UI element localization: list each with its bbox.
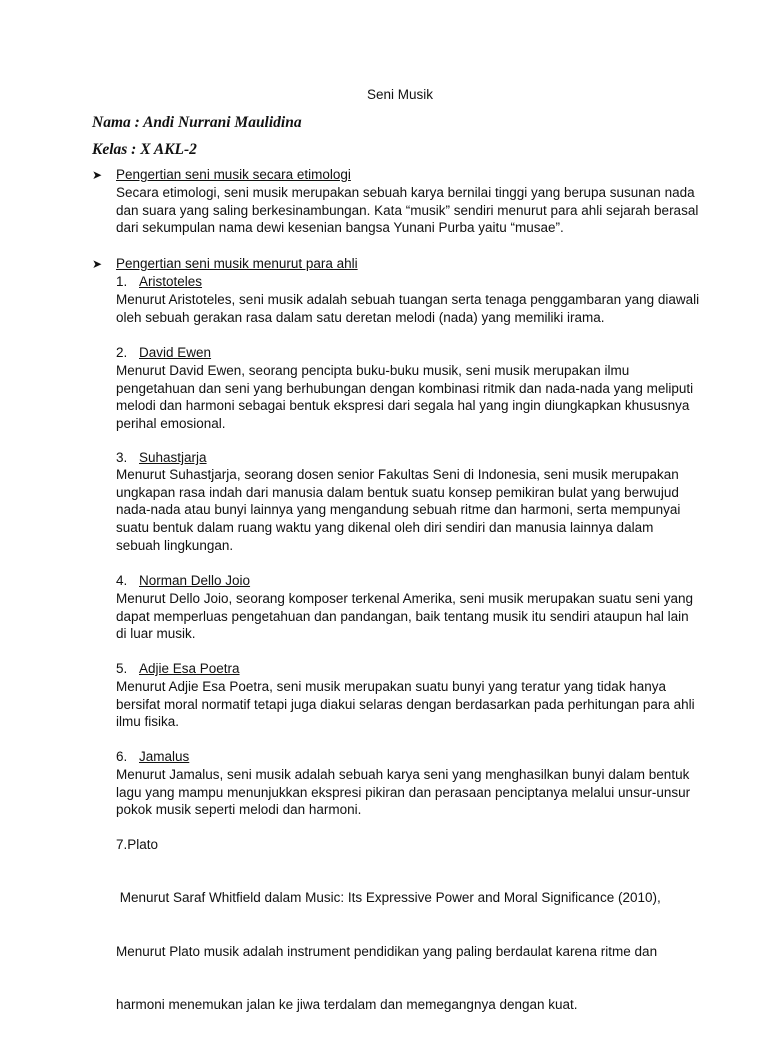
expert-paragraph-norman-dello-joio [116,590,694,643]
expert-name: 7.Plato [116,837,159,852]
paragraph-line: oleh sebuah gerakan rasa dalam satu deretan melodi (nada) yang memiliki irama. [116,309,605,325]
paragraph-line: suatu bentuk dalam ruang waktu yang dikenal oleh diri sendiri dan manusia lainnya dalam [116,520,654,536]
expert-paragraph-adjie-esa-poetra [116,678,695,731]
etymology-paragraph [116,184,699,237]
section-heading-text: Pengertian seni musik secara etimologi [116,167,351,182]
student-name: Nama : Andi Nurrani Maulidina [92,114,302,131]
paragraph-line: ilmu fisika. [116,714,180,730]
expert-item-adjie-esa-poetra [116,660,240,678]
expert-number: 5. [116,661,128,676]
expert-item-jamalus [116,748,189,766]
expert-name: Aristoteles [139,274,203,289]
expert-name: David Ewen [139,345,212,360]
paragraph-line: ungkapan rasa indah dari manusia dalam bentuk suatu konsep pemikiran bulat yang berwujud [116,484,679,500]
section-heading-text: Pengertian seni musik menurut para ahli [116,256,358,271]
expert-paragraph-plato [116,854,686,1049]
student-class: Kelas : X AKL-2 [92,141,197,158]
paragraph-line: pokok musik seperti melodi dan harmoni. [116,802,362,818]
paragraph-line: harmoni menemukan jalan ke jiwa terdalam dan memegangnya dengan kuat. [116,996,578,1012]
paragraph-line: perihal emosional. [116,416,226,432]
paragraph-line: Menurut Suhastjarja, seorang dosen senior Fakultas Seni di Indonesia, seni musik merupakan [116,467,679,482]
expert-name: Norman Dello Joio [139,573,251,588]
section-heading-etymology [92,166,351,184]
expert-number: 1. [116,274,128,289]
paragraph-line: Menurut Dello Joio, seorang komposer terkenal Amerika, seni musik merupakan suatu seni yang [116,591,694,606]
arrow-bullet-icon: ➤ [92,168,103,182]
expert-name: Adjie Esa Poetra [139,661,240,676]
paragraph-line: melodi dan harmoni sebagai bentuk ekspresi dari segala hal yang ingin diungkapkan khususnya [116,398,690,414]
paragraph-line: Menurut Aristoteles, seni musik adalah sebuah tuangan serta tenaga penggambaran yang diawali [116,292,700,307]
paragraph-line: pengetahuan dan seni yang berhubungan dengan kombinasi ritmik dan nada-nada yang meliputi [116,380,694,396]
expert-item-aristoteles [116,273,202,291]
arrow-bullet-icon: ➤ [92,257,103,271]
paragraph-line: Menurut Jamalus, seni musik adalah sebuah karya seni yang menghasilkan bunyi dalam bentuk [116,767,690,782]
document-title: Seni Musik [366,87,434,102]
paragraph-line: Secara etimologi, seni musik merupakan sebuah karya bernilai tinggi yang berupa susunan nada [116,185,695,200]
expert-number: 2. [116,345,128,360]
expert-item-david-ewen [116,344,211,362]
paragraph-line: nada-nada atau bunyi lainnya yang mengandung sebuah ritme dan harmoni, serta mempunyai [116,502,681,518]
expert-paragraph-jamalus [116,766,691,819]
paragraph-line: Menurut Saraf Whitfield dalam Music: Its Expressive Power and Moral Significance (2010), [116,890,661,906]
expert-number: 3. [116,450,128,465]
expert-item-suhastjarja [116,449,207,467]
expert-name: Suhastjarja [139,450,207,465]
expert-number: 6. [116,749,128,764]
paragraph-line: di luar musik. [116,626,196,642]
paragraph-line: sebuah lingkungan. [116,537,234,553]
paragraph-line: Menurut Plato musik adalah instrument pendidikan yang paling berdaulat karena ritme dan [116,943,658,959]
paragraph-line: lagu yang mampu menunjukkan ekspresi pikiran dan perasaan penciptanya melalui unsur-unsur [116,784,691,800]
expert-item-norman-dello-joio [116,572,250,590]
paragraph-line: Menurut Adjie Esa Poetra, seni musik merupakan suatu bunyi yang teratur yang tidak hanya [116,679,667,694]
paragraph-line: dari sekumpulan nama dewi kesenian bangsa Yunani Purba yaitu “musae”. [116,220,564,236]
paragraph-line: dapat memperluas pengetahuan dan pandangan, baik tentang musik itu sendiri ataupun hal lain [116,608,689,624]
section-heading-experts [92,255,358,273]
expert-number: 4. [116,573,128,588]
expert-paragraph-suhastjarja [116,466,686,555]
paragraph-line: dan suara yang saling berkesinambungan. Kata “musik” sendiri menurut para ahli sejarah berasal [116,202,699,218]
paragraph-line: bersifat moral normatif tetapi juga diakui selaras dengan berdasarkan pada perhitungan para ahli [116,696,695,712]
expert-paragraph-aristoteles [116,291,700,326]
expert-name: Jamalus [139,749,190,764]
paragraph-line: Menurut David Ewen, seorang pencipta buku-buku musik, seni musik merupakan ilmu [116,363,630,378]
expert-paragraph-david-ewen [116,362,694,433]
expert-item-plato [116,836,158,854]
